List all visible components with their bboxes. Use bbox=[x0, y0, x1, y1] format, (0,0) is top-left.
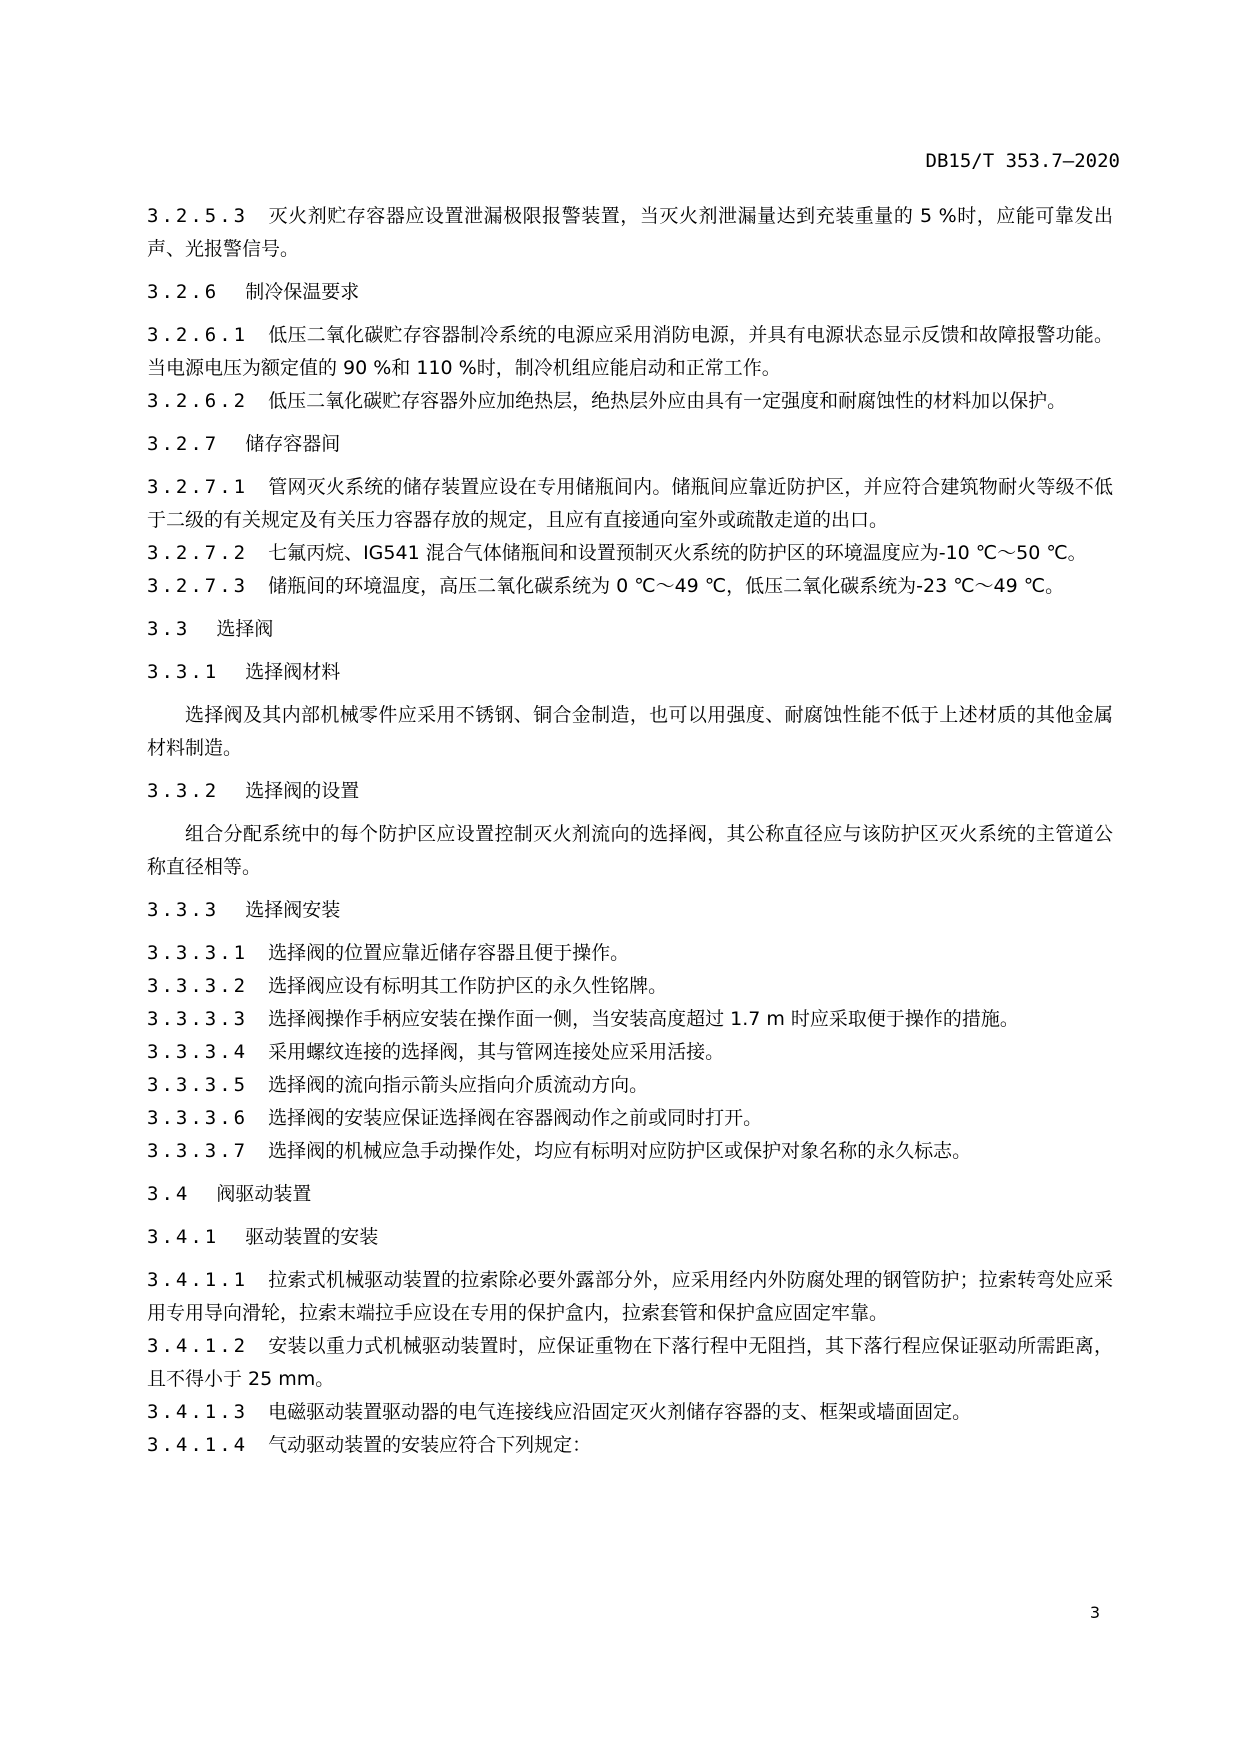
document-body bbox=[147, 200, 1113, 1462]
heading-3-3: 3.3 选择阀 bbox=[147, 618, 274, 640]
heading-3-3-3: 3.3.3 选择阀安装 bbox=[147, 899, 341, 921]
heading-3-4: 3.4 阀驱动装置 bbox=[147, 1183, 312, 1205]
heading-3-2-6: 3.2.6 制冷保温要求 bbox=[147, 281, 360, 303]
clause-3-3-3-4: 3.3.3.4 采用螺纹连接的选择阀，其与管网连接处应采用活接。 bbox=[147, 1041, 725, 1063]
clause-3-3-3-1: 3.3.3.1 选择阀的位置应靠近储存容器且便于操作。 bbox=[147, 942, 630, 964]
heading-3-3-2: 3.3.2 选择阀的设置 bbox=[147, 780, 360, 802]
paragraph-3-3-1: 选择阀及其内部机械零件应采用不锈钢、铜合金制造，也可以用强度、耐腐蚀性能不低于上述材质的其他金属材料制造。 bbox=[147, 704, 1113, 759]
heading-3-2-7: 3.2.7 储存容器间 bbox=[147, 433, 341, 455]
paragraph-3-3-2: 组合分配系统中的每个防护区应设置控制灭火剂流向的选择阀，其公称直径应与该防护区灭火系统的主管道公称直径相等。 bbox=[147, 823, 1113, 878]
clause-3-4-1-3: 3.4.1.3 电磁驱动装置驱动器的电气连接线应沿固定灭火剂储存容器的支、框架或墙面固定。 bbox=[147, 1401, 972, 1423]
clause-3-4-1-2: 3.4.1.2 安装以重力式机械驱动装置时，应保证重物在下落行程中无阻挡，其下落行程应保证驱动所需距离，且不得小于 25 mm。 bbox=[147, 1335, 1113, 1390]
clause-3-4-1-4: 3.4.1.4 气动驱动装置的安装应符合下列规定： bbox=[147, 1434, 592, 1456]
clause-3-2-7-2: 3.2.7.2 七氟丙烷、IG541 混合气体储瓶间和设置预制灭火系统的防护区的环境温度应为-10 ℃～50 ℃。 bbox=[147, 542, 1087, 564]
clause-3-2-6-2: 3.2.6.2 低压二氧化碳贮存容器外应加绝热层，绝热层外应由具有一定强度和耐腐蚀性的材料加以保护。 bbox=[147, 390, 1067, 412]
clause-3-3-3-7: 3.3.3.7 选择阀的机械应急手动操作处，均应有标明对应防护区或保护对象名称的永久标志。 bbox=[147, 1140, 972, 1162]
heading-3-3-1: 3.3.1 选择阀材料 bbox=[147, 661, 341, 683]
clause-3-3-3-6: 3.3.3.6 选择阀的安装应保证选择阀在容器阀动作之前或同时打开。 bbox=[147, 1107, 763, 1129]
clause-3-3-3-2: 3.3.3.2 选择阀应设有标明其工作防护区的永久性铭牌。 bbox=[147, 975, 668, 997]
page-number: 3 bbox=[1089, 1603, 1100, 1622]
heading-3-4-1: 3.4.1 驱动装置的安装 bbox=[147, 1226, 379, 1248]
clause-3-4-1-1: 3.4.1.1 拉索式机械驱动装置的拉索除必要外露部分外，应采用经内外防腐处理的钢管防护；拉索转弯处应采用专用导向滑轮，拉索末端拉手应设在专用的保护盒内，拉索套管和保护盒应固定牢靠。 bbox=[147, 1269, 1113, 1324]
clause-3-3-3-5: 3.3.3.5 选择阀的流向指示箭头应指向介质流动方向。 bbox=[147, 1074, 649, 1096]
clause-3-3-3-3: 3.3.3.3 选择阀操作手柄应安装在操作面一侧，当安装高度超过 1.7 m 时应采取便于操作的措施。 bbox=[147, 1008, 1019, 1030]
clause-3-2-6-1: 3.2.6.1 低压二氧化碳贮存容器制冷系统的电源应采用消防电源，并具有电源状态显示反馈和故障报警功能。当电源电压为额定值的 90 %和 110 %时，制冷机组应能启动和正常工作。 bbox=[147, 324, 1113, 379]
clause-3-2-7-3: 3.2.7.3 储瓶间的环境温度，高压二氧化碳系统为 0 ℃～49 ℃，低压二氧化碳系统为-23 ℃～49 ℃。 bbox=[147, 575, 1065, 597]
clause-3-2-7-1: 3.2.7.1 管网灭火系统的储存装置应设在专用储瓶间内。储瓶间应靠近防护区，并应符合建筑物耐火等级不低于二级的有关规定及有关压力容器存放的规定，且应有直接通向室外或疏散走道的出口。 bbox=[147, 476, 1113, 531]
clause-3-2-5-3: 3.2.5.3 灭火剂贮存容器应设置泄漏极限报警装置，当灭火剂泄漏量达到充装重量的 5 %时，应能可靠发出声、光报警信号。 bbox=[147, 205, 1113, 260]
document-code: DB15/T 353.7—2020 bbox=[925, 150, 1120, 172]
